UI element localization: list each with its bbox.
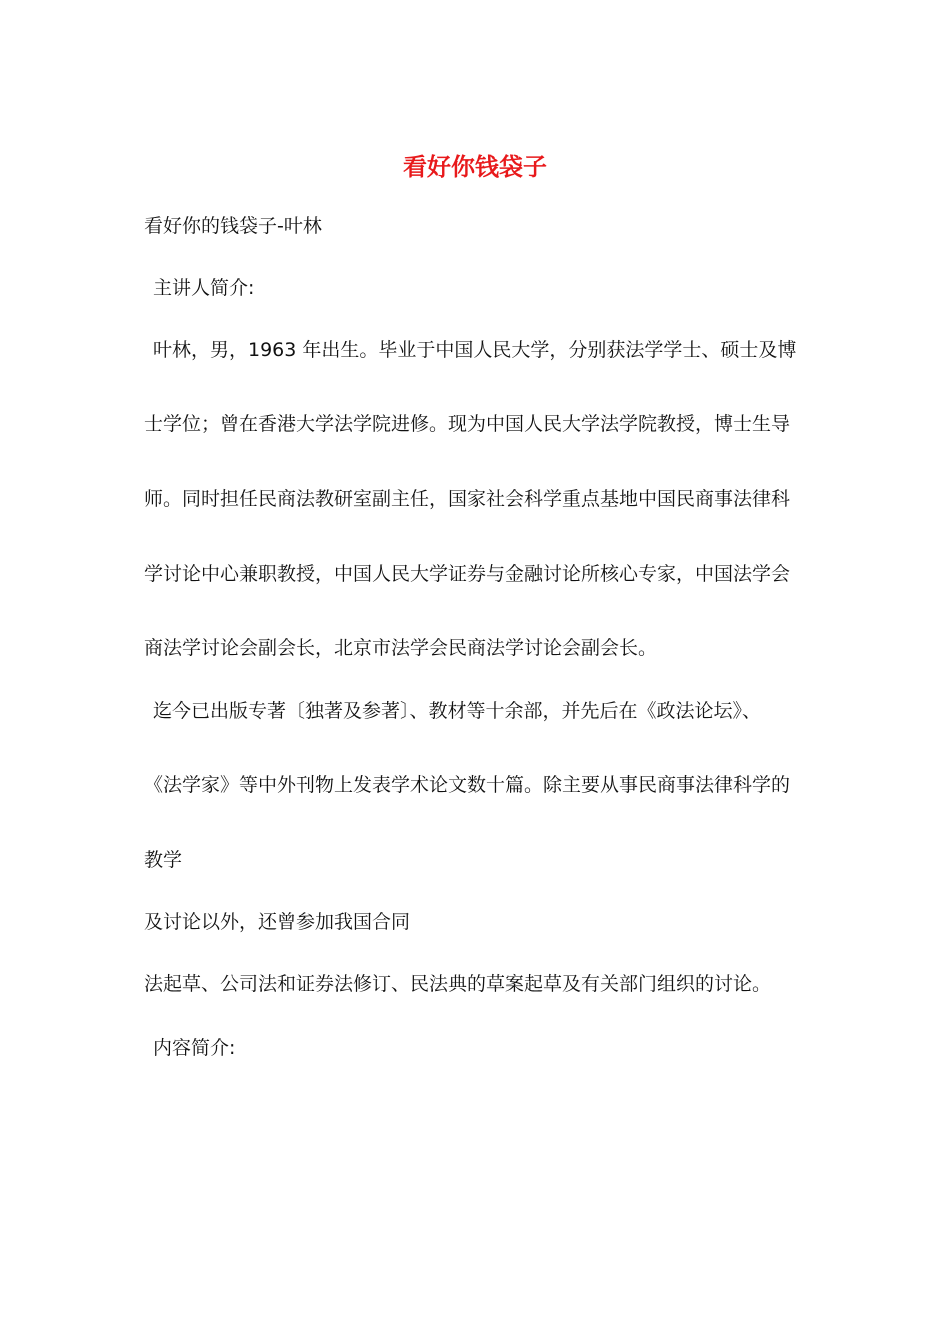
speaker-heading: 主讲人简介: <box>153 277 255 299</box>
work-line-2: 《法学家》等中外刊物上发表学术论文数十篇。除主要从事民商事法律科学的 <box>144 774 791 796</box>
work-line-5: 法起草、公司法和证券法修订、民法典的草案起草及有关部门组织的讨论。 <box>144 973 772 995</box>
bio-line-4: 学讨论中心兼职教授，中国人民大学证券与金融讨论所核心专家，中国法学会 <box>144 563 791 585</box>
bio-line-3: 师。同时担任民商法教研室副主任，国家社会科学重点基地中国民商事法律科 <box>144 488 791 510</box>
bio-line-5: 商法学讨论会副会长，北京市法学会民商法学讨论会副会长。 <box>144 637 658 659</box>
work-line-4: 及讨论以外，还曾参加我国合同 <box>144 911 411 933</box>
work-line-1: 迄今已出版专著〔独著及参著〕、教材等十余部，并先后在《政法论坛》、 <box>153 700 762 722</box>
document-title: 看好你钱袋子 <box>403 152 547 181</box>
content-heading: 内容简介: <box>153 1037 236 1059</box>
bio-line-1: 叶林，男，1963 年出生。毕业于中国人民大学，分别获法学学士、硕士及博 <box>153 339 797 361</box>
document-subtitle: 看好你的钱袋子-叶林 <box>144 215 322 237</box>
bio-line-2: 士学位；曾在香港大学法学院进修。现为中国人民大学法学院教授，博士生导 <box>144 413 791 435</box>
work-line-3: 教学 <box>144 849 183 871</box>
